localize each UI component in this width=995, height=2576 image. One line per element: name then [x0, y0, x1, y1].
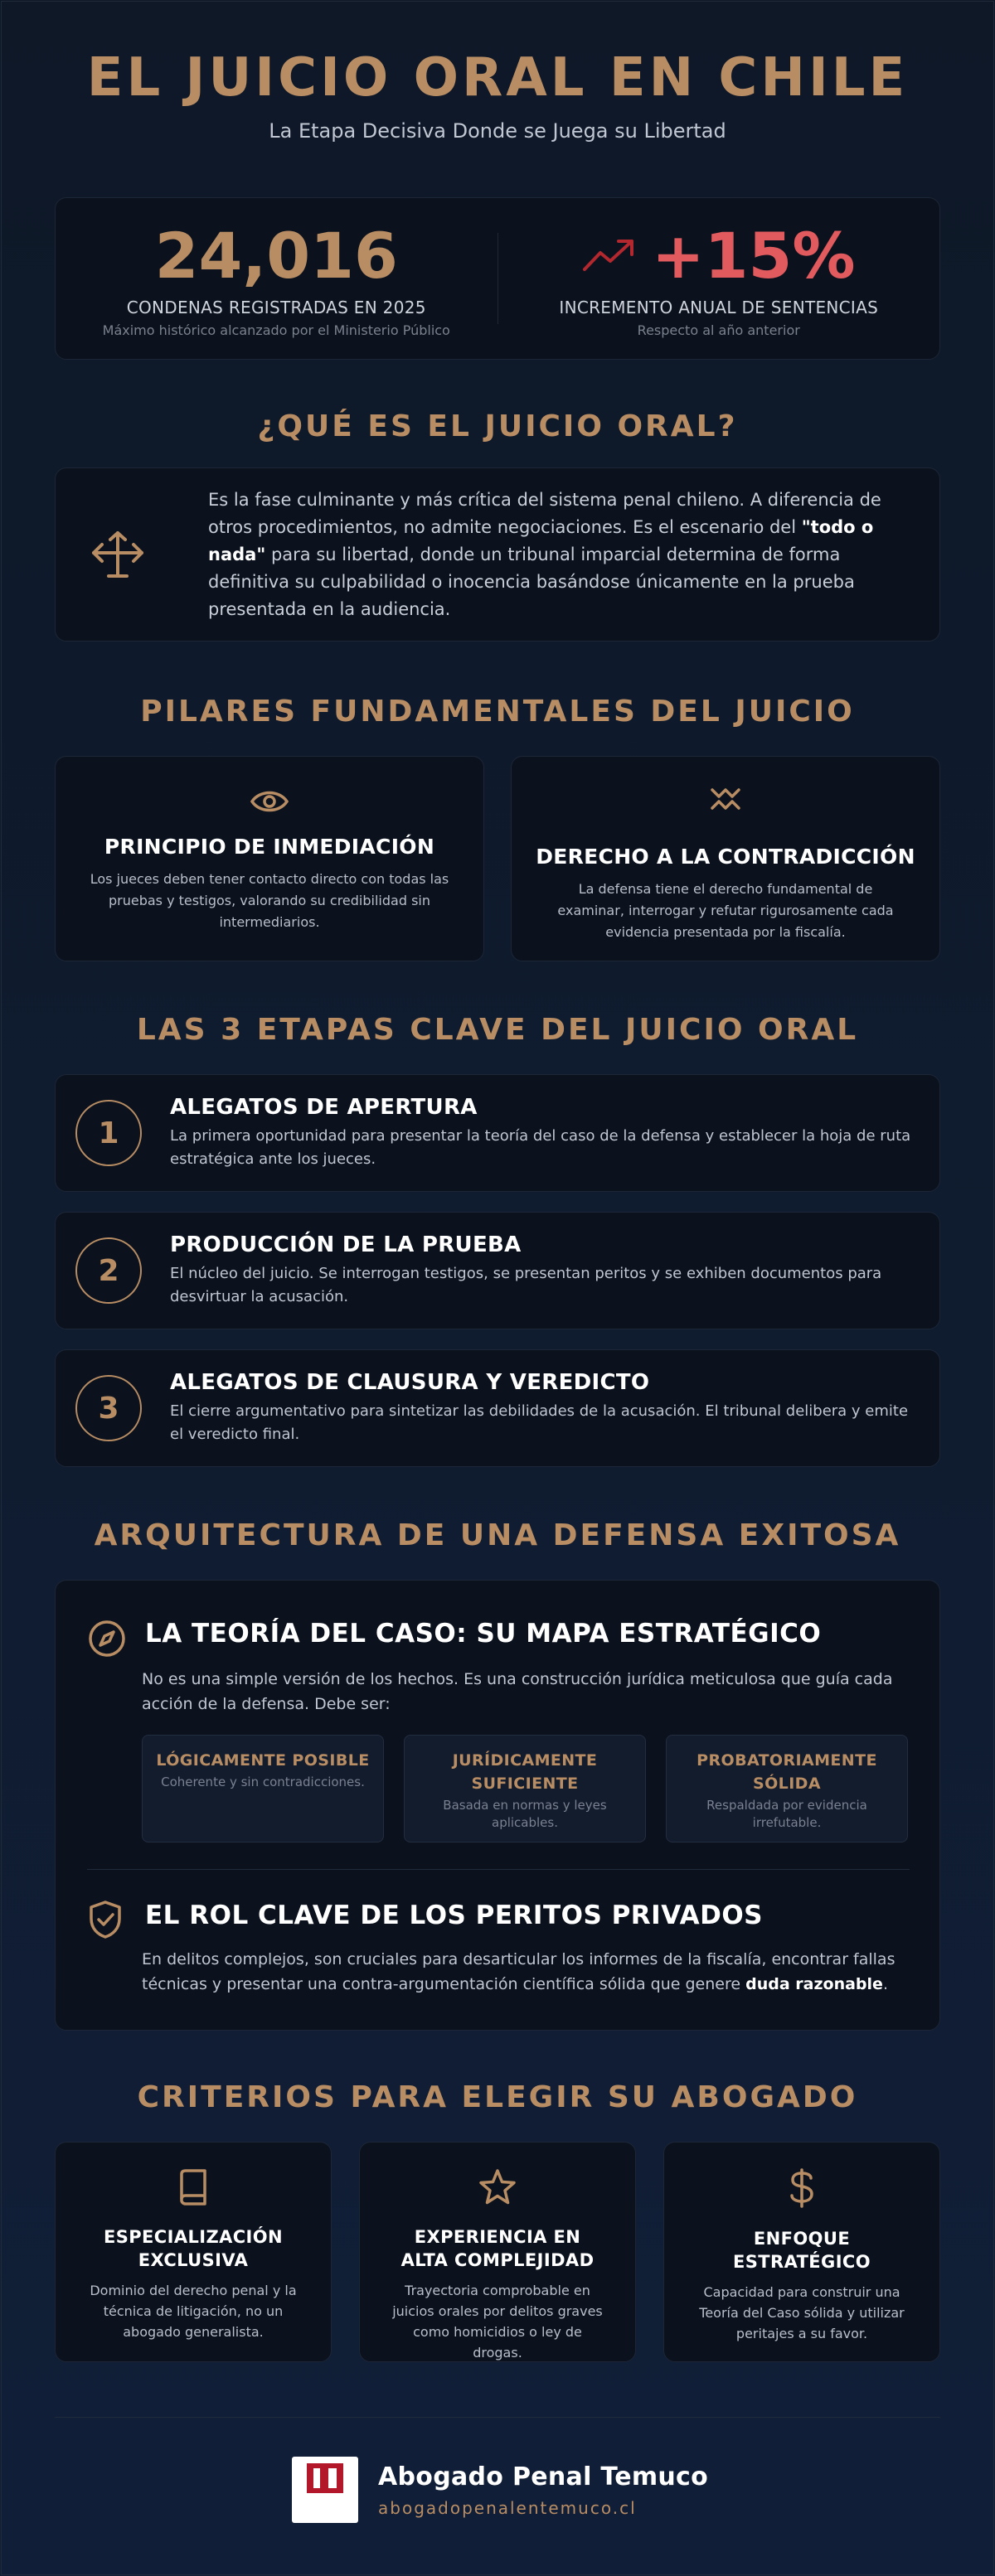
stat-label: INCREMENTO ANUAL DE SENTENCIAS: [559, 297, 879, 317]
criteria-desc: Dominio del derecho penal y la técnica de litigación, no un abogado generalista.: [90, 2283, 297, 2340]
brand-name: Abogado Penal Temuco: [378, 2462, 709, 2491]
footer: [292, 2457, 708, 2523]
criteria-title: ENFOQUE ESTRATÉGICO: [733, 2229, 871, 2272]
criteria-card: [663, 2142, 940, 2362]
stat-sub: Respecto al año anterior: [637, 322, 800, 338]
section-title-pillars: PILARES FUNDAMENTALES DEL JUICIO: [140, 695, 855, 729]
section-title-criteria: CRITERIOS PARA ELEGIR SU ABOGADO: [137, 2080, 858, 2114]
stats-card: [55, 197, 940, 360]
stage-title: ALEGATOS DE CLAUSURA Y VEREDICTO: [170, 1370, 650, 1395]
stage-desc: El núcleo del juicio. Se interrogan testigos, se presentan peritos y se exhiben documentos para desvirtuar la acusación.: [170, 1265, 882, 1305]
architecture-card: [55, 1580, 940, 2031]
section-title-architecture: ARQUITECTURA DE UNA DEFENSA EXITOSA: [94, 1518, 901, 1552]
section-title-stages: LAS 3 ETAPAS CLAVE DEL JUICIO ORAL: [136, 1013, 859, 1047]
stat-value: +15%: [651, 218, 856, 293]
emphasis-text: "todo o nada": [208, 516, 874, 564]
pillar-title: DERECHO A LA CONTRADICCIÓN: [536, 845, 915, 869]
page-title: EL JUICIO ORAL EN CHILE: [86, 47, 909, 109]
pillar-card: [511, 756, 940, 961]
stage-title: ALEGATOS DE APERTURA: [170, 1095, 478, 1120]
chip-sub: Coherente y sin contradicciones.: [161, 1775, 365, 1789]
brand-url[interactable]: abogadopenalentemuco.cl: [378, 2497, 637, 2518]
theory-heading: LA TEORÍA DEL CASO: SU MAPA ESTRATÉGICO: [145, 1619, 822, 1649]
book-icon: [177, 2195, 210, 2210]
stat-label: CONDENAS REGISTRADAS EN 2025: [126, 297, 426, 317]
criteria-card: [55, 2142, 332, 2362]
stage-item: [55, 1349, 940, 1467]
experts-text: En delitos complejos, son cruciales para desarticular los informes de la fiscalía, encontrar fallas técnicas y presentar una contra-argumentación científica sólida que genere duda razonable.: [142, 1950, 896, 1993]
stage-number: 1: [75, 1100, 142, 1166]
chip-title: LÓGICAMENTE POSIBLE: [156, 1751, 370, 1770]
shield-check-icon: [87, 1899, 124, 1944]
divider: [87, 1869, 910, 1870]
criteria-card: [359, 2142, 636, 2362]
stage-title: PRODUCCIÓN DE LA PRUEBA: [170, 1232, 522, 1257]
stage-number: 2: [75, 1237, 142, 1304]
pillar-desc: La defensa tiene el derecho fundamental de examinar, interrogar y refutar rigurosamente cada evidencia presentada por la fiscalía.: [557, 881, 894, 940]
stat-sub: Máximo histórico alcanzado por el Ministerio Público: [102, 322, 450, 338]
stat-convictions: [56, 220, 498, 338]
compass-icon: [87, 1619, 127, 1662]
trending-up-icon: [582, 236, 637, 276]
stage-desc: El cierre argumentativo para sintetizar las debilidades de la acusación. El tribunal delibera y emite el veredicto final.: [170, 1402, 909, 1443]
stage-item: [55, 1212, 940, 1329]
theory-chip: [666, 1735, 908, 1842]
firm-logo: [292, 2457, 358, 2523]
dollar-icon: [787, 2196, 817, 2212]
stat-value: 24,016: [154, 218, 398, 293]
pillar-title: PRINCIPIO DE INMEDIACIÓN: [104, 835, 435, 859]
criteria-desc: Trayectoria comprobable en juicios orales por delitos graves como homicidios o ley de drogas.: [392, 2283, 603, 2361]
page-subtitle: La Etapa Decisiva Donde se Juega su Libertad: [269, 119, 726, 143]
footer-divider: [55, 2417, 940, 2418]
criteria-desc: Capacidad para construir una Teoría del Caso sólida y utilizar peritajes a su favor.: [699, 2284, 905, 2341]
stage-desc: La primera oportunidad para presentar la teoría del caso de la defensa y establecer la hoja de ruta estratégica ante los jueces.: [170, 1127, 911, 1168]
eye-icon: [250, 804, 289, 820]
pillar-card: [55, 756, 484, 961]
scale-icon: [56, 530, 180, 579]
theory-text: No es una simple versión de los hechos. Es una construcción jurídica meticulosa que guía cada acción de la defensa. Debe ser:: [142, 1670, 893, 1713]
what-description: Es la fase culminante y más crítica del sistema penal chileno. A diferencia de otros procedimientos, no admite negociaciones. Es el escenario del "todo o nada" para su libertad, donde un tribunal imparcial determina de forma definitiva su culpabilidad o inocencia basándose únicamente en la prueba presentada en la audiencia.: [208, 489, 881, 619]
chip-title: JURÍDICAMENTE SUFICIENTE: [452, 1751, 598, 1793]
theory-chip: [142, 1735, 384, 1842]
stage-number: 3: [75, 1375, 142, 1441]
criteria-title: ESPECIALIZACIÓN EXCLUSIVA: [103, 2227, 283, 2270]
emphasis-text: duda razonable: [745, 1975, 883, 1993]
section-title-what: ¿QUÉ ES EL JUICIO ORAL?: [257, 409, 738, 443]
stage-item: [55, 1074, 940, 1192]
debate-arrows-icon: [709, 814, 742, 830]
chip-sub: Basada en normas y leyes aplicables.: [443, 1798, 607, 1830]
what-card: [55, 467, 940, 642]
star-icon: [478, 2195, 517, 2210]
criteria-title: EXPERIENCIA EN ALTA COMPLEJIDAD: [400, 2227, 595, 2270]
theory-chip: [404, 1735, 646, 1842]
chip-title: PROBATORIAMENTE SÓLIDA: [696, 1751, 877, 1793]
chip-sub: Respaldada por evidencia irrefutable.: [706, 1798, 867, 1830]
experts-heading: EL ROL CLAVE DE LOS PERITOS PRIVADOS: [145, 1901, 764, 1930]
stat-increase: [498, 220, 940, 338]
pillar-desc: Los jueces deben tener contacto directo con todas las pruebas y testigos, valorando su credibilidad sin intermediarios.: [90, 871, 449, 930]
